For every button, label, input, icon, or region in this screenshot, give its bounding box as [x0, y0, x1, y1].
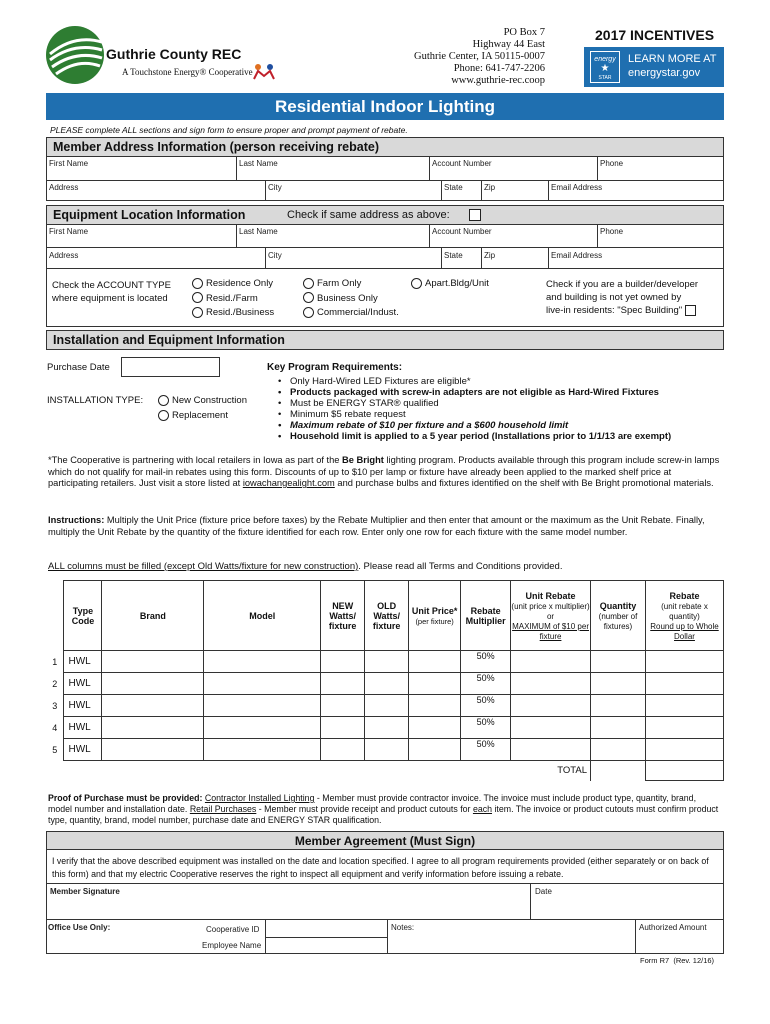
install-type-options [158, 393, 247, 423]
member-account-field[interactable]: Account Number [432, 159, 492, 168]
col-type-code: Type Code [64, 581, 102, 651]
member-zip-field[interactable]: Zip [484, 183, 496, 192]
radio-resid-farm[interactable]: Resid./Farm [192, 292, 274, 307]
equip-address-field[interactable]: Address [49, 251, 79, 260]
proof-paragraph: Proof of Purchase must be provided: Contractor Installed Lighting - Member must provide contractor invoice. The invoice must include product type, quantity, brand, model number and installation date. Retail Purchases - Member must provide receipt and product cutouts for each item. The invoice or product cutouts must confirm product type, quantity, brand, model number, purchase date and ENERGY STAR qualification. [48, 793, 719, 825]
table-row: 2 HWL 50% [46, 673, 724, 695]
radio-new-construction[interactable]: New Construction [158, 393, 247, 408]
radio-resid-business[interactable]: Resid./Business [192, 306, 274, 321]
table-row: 5 HWL 50% [46, 739, 724, 761]
col-unit-rebate: Unit Rebate (unit price x multiplier) or MAXIMUM of $10 per fixture [511, 581, 591, 651]
col-quantity: Quantity (number of fixtures) [591, 581, 646, 651]
equip-city-field[interactable]: City [268, 251, 282, 260]
equip-phone-field[interactable]: Phone [600, 227, 624, 236]
installation-heading: Installation and Equipment Information [46, 330, 724, 350]
member-signature-field[interactable]: Member Signature [50, 887, 120, 896]
mailing-address: PO Box 7 Highway 44 East Guthrie Center, IA 50115-0007 Phone: 641-747-2206 www.guthrie-rec.coop [414, 27, 545, 86]
columns-note: ALL columns must be filled (except Old Watts/fixture for new construction). Please read all Terms and Conditions provided. [48, 561, 563, 572]
table-row: 3 HWL 50% [46, 695, 724, 717]
equip-state-field[interactable]: State [444, 251, 463, 260]
col-rebate: Rebate (unit rebate x quantity) Round up to Whole Dollar [645, 581, 723, 651]
signature-date-field[interactable]: Date [535, 887, 552, 896]
instruction: PLEASE complete ALL sections and sign form to ensure proper and prompt payment of rebate. [50, 125, 408, 135]
table-row: 4 HWL 50% [46, 717, 724, 739]
builder-note: Check if you are a builder/developer and building is not yet owned by live-in residents: "Spec Building" [546, 279, 699, 316]
col-old-watts: OLD Watts/ fixture [365, 581, 409, 651]
equip-last-name-field[interactable]: Last Name [239, 227, 278, 236]
purchase-date-label: Purchase Date [47, 362, 110, 373]
col-brand: Brand [102, 581, 204, 651]
equip-zip-field[interactable]: Zip [484, 251, 496, 260]
member-city-field[interactable]: City [268, 183, 282, 192]
form-title: Residential Indoor Lighting [46, 93, 724, 120]
radio-commercial[interactable]: Commercial/Indust. [303, 306, 399, 321]
energystar-badge[interactable] [584, 47, 724, 87]
col-model: Model [204, 581, 321, 651]
account-type-col2 [303, 277, 399, 321]
total-field[interactable] [645, 761, 723, 781]
radio-farm-only[interactable]: Farm Only [303, 277, 399, 292]
authorized-amount-field[interactable]: Authorized Amount [639, 923, 707, 932]
incentives-title: 2017 INCENTIVES [595, 27, 715, 43]
col-new-watts: NEW Watts/ fixture [321, 581, 365, 651]
spec-building-checkbox[interactable] [685, 305, 696, 316]
touchstone-icon [252, 62, 276, 80]
office-use-label: Office Use Only: [48, 923, 111, 932]
requirements-list: • Only Hard-Wired LED Fixtures are eligible* • Products packaged with screw-in adapters are not eligible as Hard-Wired Fixtures • Must be ENERGY STAR® qualified • Minimum $5 rebate request • Maximum rebate of $10 per fixture and a $600 household limit • Household limit is applied to a 5 year period (Installations prior to 1/1/13 are exempt) [278, 376, 718, 442]
partner-link[interactable]: iowachangealight.com [242, 478, 335, 488]
energystar-text-2: energystar.gov [628, 67, 701, 79]
org-name: Guthrie County REC [106, 46, 242, 62]
col-unit-price: Unit Price* (per fixture) [409, 581, 461, 651]
total-label: TOTAL [46, 761, 591, 781]
same-address-checkbox[interactable] [469, 209, 481, 221]
energystar-icon: energy ★ STAR [590, 51, 620, 83]
equipment-location-heading: Equipment Location Information Check if same address as above: [46, 205, 724, 225]
table-row: 1 HWL 50% [46, 651, 724, 673]
agreement-text: I verify that the above described equipment was installed on the date and location specified. I agree to all program requirements provided (either separately or on back of this form) and that my electric Cooperative reserves the right to inspect all equipment and verify information before issuing a rebate. [52, 856, 709, 879]
partner-paragraph: *The Cooperative is partnering with local retailers in Iowa as part of the Be Bright lighting program. Products available through this program include screw-in lamps which do not qualify for mail-in rebates using this form. Discounts of up to $10 per lamp or fixture have already been applied to the marked shelf price at participating retailers. Just visit a store listed at iowachangealight.com and purchase bulbs and fixtures identified on the shelf with Be Bright promotional materials. [48, 455, 720, 488]
install-type-label: INSTALLATION TYPE: [47, 395, 144, 406]
member-address-field[interactable]: Address [49, 183, 79, 192]
rebate-table [46, 580, 724, 781]
employee-name-label: Employee Name [202, 941, 262, 950]
account-type-col3 [411, 277, 489, 292]
radio-business-only[interactable]: Business Only [303, 292, 399, 307]
agreement-heading: Member Agreement (Must Sign) [46, 831, 724, 850]
logo [44, 24, 106, 86]
notes-field[interactable]: Notes: [391, 923, 415, 932]
account-type-label: Check the ACCOUNT TYPE where equipment is located [52, 280, 171, 304]
purchase-date-input[interactable] [121, 357, 220, 377]
member-last-name-field[interactable]: Last Name [239, 159, 278, 168]
energystar-text-1: LEARN MORE AT [628, 53, 717, 65]
equip-email-field[interactable]: Email Address [551, 251, 603, 260]
equip-first-name-field[interactable]: First Name [49, 227, 89, 236]
col-multiplier: Rebate Multiplier [461, 581, 511, 651]
org-tagline: A Touchstone Energy® Cooperative [122, 67, 253, 77]
account-type-col1 [192, 277, 274, 321]
form-footer: Form R7 (Rev. 12/16) [640, 956, 715, 965]
member-first-name-field[interactable]: First Name [49, 159, 89, 168]
total-row [46, 761, 724, 781]
radio-residence-only[interactable]: Residence Only [192, 277, 274, 292]
coop-id-label: Cooperative ID [206, 925, 260, 934]
member-address-heading: Member Address Information (person receiving rebate) [46, 137, 724, 157]
radio-apart-bldg[interactable]: Apart.Bldg/Unit [411, 277, 489, 292]
member-state-field[interactable]: State [444, 183, 463, 192]
instructions-paragraph: Instructions: Multiply the Unit Price (fixture price before taxes) by the Rebate Multiplier and then enter that amount or the maximum as the Unit Rebate. Finally, multiply the Unit Rebate by the quantity of the fixture identified for each row. Enter only one row for each fixture with the same model number. [48, 515, 705, 537]
same-address-label: Check if same address as above: [287, 209, 450, 221]
member-phone-field[interactable]: Phone [600, 159, 624, 168]
member-email-field[interactable]: Email Address [551, 183, 603, 192]
requirements-heading: Key Program Requirements: [267, 362, 403, 373]
radio-replacement[interactable]: Replacement [158, 408, 247, 423]
equip-account-field[interactable]: Account Number [432, 227, 492, 236]
